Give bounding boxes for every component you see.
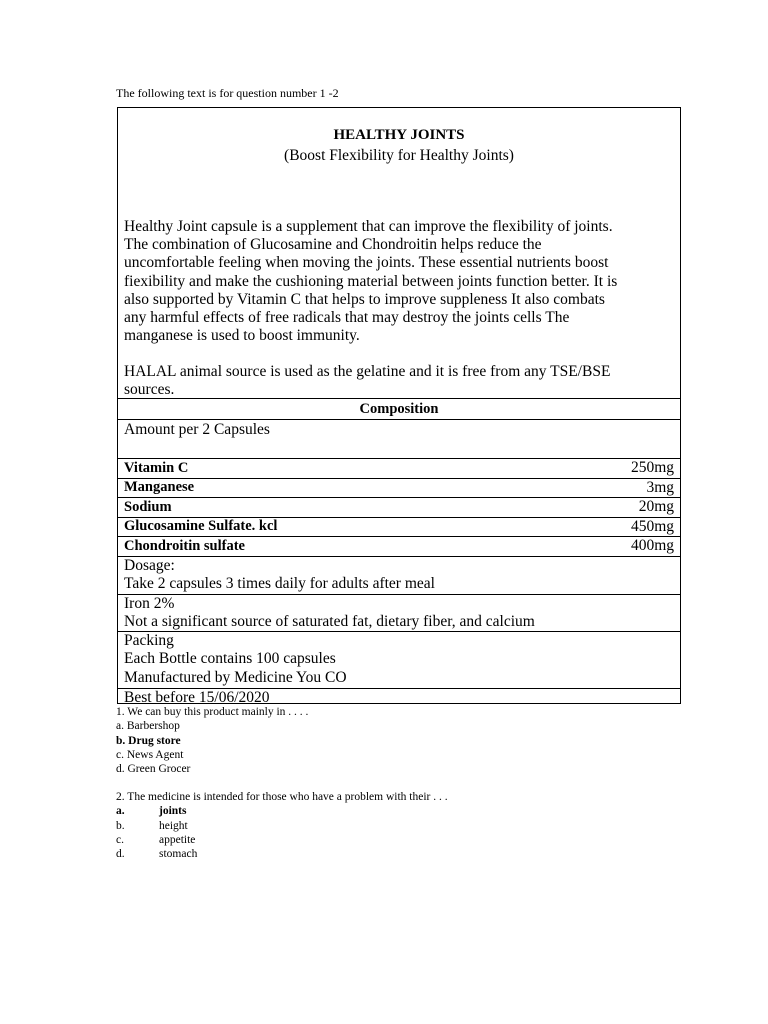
answer-option[interactable]	[116, 762, 308, 776]
dosage-instruction: Take 2 capsules 3 times daily for adults after meal	[124, 575, 435, 592]
product-description	[124, 218, 676, 345]
answer-option[interactable]	[116, 847, 448, 861]
option-letter: a.	[116, 720, 124, 733]
nutrient-row	[118, 497, 680, 517]
description-line: Healthy Joint capsule is a supplement that can improve the flexibility of joints.	[124, 218, 613, 235]
option-letter: d.	[116, 848, 125, 861]
composition-heading: Composition	[118, 398, 680, 419]
option-text: height	[159, 819, 188, 832]
halal-note	[124, 363, 669, 399]
description-line: also supported by Vitamin C that helps to improve suppleness It also combats	[124, 290, 605, 308]
nutrient-value: 250mg	[630, 459, 674, 477]
halal-line: sources.	[124, 381, 175, 399]
iron-row	[118, 594, 680, 631]
option-letter: b.	[116, 734, 126, 747]
nutrient-row	[118, 478, 680, 498]
option-letter: c.	[116, 748, 124, 761]
description-line: manganese is used to boost immunity.	[124, 327, 360, 345]
dosage-row	[118, 556, 680, 594]
question-text: 1. We can buy this product mainly in . . . .	[116, 706, 309, 718]
description-line: The combination of Glucosamine and Chondroitin helps reduce the	[124, 236, 542, 254]
composition-table	[118, 398, 680, 708]
question-2	[116, 790, 448, 861]
question-1	[116, 705, 308, 776]
option-text: stomach	[159, 848, 198, 861]
option-letter: b.	[116, 819, 125, 832]
option-text: News Agent	[126, 748, 184, 761]
nutrient-row	[118, 458, 680, 478]
packing-label: Packing	[124, 631, 174, 649]
nutrient-name: Vitamin C	[124, 459, 189, 476]
amount-label: Amount per 2 Capsules	[124, 421, 270, 438]
product-box	[117, 107, 681, 704]
packing-row	[118, 631, 680, 688]
halal-line: HALAL animal source is used as the gelatine and it is free from any TSE/BSE	[124, 363, 611, 380]
packing-contents: Each Bottle contains 100 capsules	[124, 650, 336, 667]
option-letter: a.	[116, 805, 125, 818]
iron-label: Iron 2%	[124, 594, 175, 612]
description-line: any harmful effects of free radicals that may destroy the joints cells The	[124, 309, 570, 327]
amount-row	[118, 419, 680, 458]
answer-option[interactable]	[116, 804, 448, 818]
nutrient-value: 450mg	[630, 517, 674, 535]
nutrient-name: Chondroitin sulfate	[124, 537, 245, 554]
option-letter: c.	[116, 833, 124, 846]
product-subtitle: (Boost Flexibility for Healthy Joints)	[284, 147, 514, 164]
best-before: Best before 15/06/2020	[124, 688, 270, 706]
intro-text: The following text is for question number 1 -2	[116, 86, 339, 100]
answer-option[interactable]	[116, 819, 448, 833]
option-text: Barbershop	[126, 720, 180, 733]
nutrient-value: 400mg	[630, 537, 674, 555]
option-text: Drug store	[128, 734, 181, 747]
product-title: HEALTHY JOINTS	[333, 127, 465, 143]
nutrient-name: Manganese	[124, 479, 195, 496]
nutrient-value: 20mg	[638, 498, 674, 516]
description-line: uncomfortable feeling when moving the joints. These essential nutrients boost	[124, 254, 609, 272]
description-line: fiexibility and make the cushioning material between joints function better. It is	[124, 272, 618, 290]
dosage-label: Dosage:	[124, 556, 175, 574]
option-text: Green Grocer	[127, 763, 191, 776]
nutrient-row	[118, 536, 680, 556]
option-text: appetite	[159, 833, 196, 846]
iron-note: Not a significant source of saturated fat, dietary fiber, and calcium	[124, 613, 535, 630]
answer-option[interactable]	[116, 748, 308, 762]
nutrient-row	[118, 517, 680, 537]
answer-option[interactable]	[116, 833, 448, 847]
question-text: 2. The medicine is intended for those who have a problem with their . . .	[116, 791, 448, 803]
nutrient-value: 3mg	[646, 478, 674, 496]
manufacturer: Manufactured by Medicine You CO	[124, 668, 347, 686]
option-letter: d.	[116, 763, 125, 776]
answer-option[interactable]	[116, 719, 308, 733]
option-text: joints	[159, 805, 187, 818]
answer-option[interactable]	[116, 734, 308, 748]
nutrient-name: Sodium	[124, 498, 172, 515]
nutrient-name: Glucosamine Sulfate. kcl	[124, 518, 278, 535]
